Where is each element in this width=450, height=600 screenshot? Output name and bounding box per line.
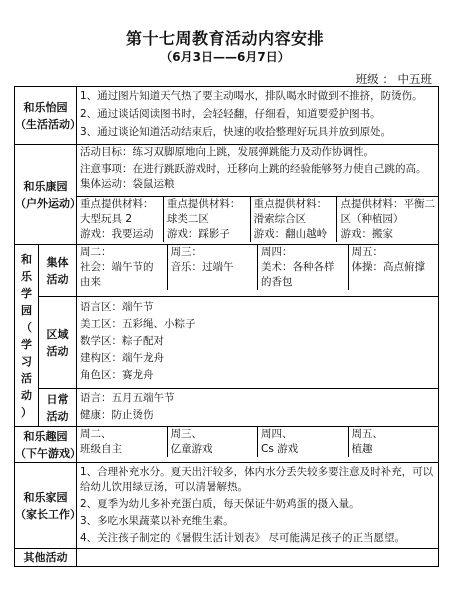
- day-cell: 周二、 班级自主: [80, 428, 122, 455]
- page-title: 第十七周教育活动内容安排: [125, 29, 324, 48]
- learning-label: 和 乐 学 园 （ 学 习 活 动 ）: [15, 245, 39, 427]
- list-item: 美工区：五彩绳、小粽子: [80, 318, 196, 330]
- list-item: 语言：五月五端午节: [80, 392, 175, 404]
- daily-activity-label: 日常 活动: [39, 389, 77, 427]
- list-item: 语言区：端午节: [80, 301, 154, 313]
- area-activity-label: 区域 活动: [39, 297, 77, 389]
- outdoor-materials: [77, 197, 439, 245]
- family-label: 和乐家园 （家长工作）: [15, 463, 77, 549]
- life-row: [15, 87, 439, 145]
- class-label: 班级 ： 中五班: [355, 72, 432, 86]
- games-label: 和乐趣园 （下午游戏）: [15, 427, 77, 463]
- day-cell: 周三、 亿童游戏: [167, 427, 258, 457]
- list-item: 健康：防止烫伤: [80, 409, 154, 421]
- day-cell: 周五、 植趣: [348, 427, 439, 457]
- material-cell: 点提供材料：平衡二 区（种植园） 游戏：搬家: [336, 197, 438, 242]
- material-cell: 重点提供材料： 球类二区 游戏：踩影子: [163, 197, 250, 242]
- group-activity-row: [15, 245, 439, 297]
- list-item: 数学区：粽子配对: [80, 335, 164, 347]
- list-item: 角色区：赛龙舟: [80, 369, 154, 381]
- daily-activity-row: [15, 389, 439, 427]
- date-range: （6月3日——6月7日）: [160, 50, 290, 64]
- day-cell: 周二： 社会：端午节的由来: [80, 246, 154, 288]
- day-cell: 周四、 Cs 游戏: [257, 427, 348, 457]
- material-cell: 重点提供材料： 滑索综合区 游戏：翻山越岭: [250, 197, 337, 242]
- list-item: 1、合理补充水分。夏天出汗较多，体内水分丢失较多要注意及时补充，可以给幼儿饮用绿豆汤，可以清暑解热。: [80, 466, 434, 493]
- outdoor-goal-row: [15, 145, 439, 197]
- group-activity-content: [77, 245, 439, 297]
- list-item: 建构区：端午龙舟: [80, 352, 164, 364]
- life-content: [77, 87, 439, 145]
- other-row: [15, 549, 439, 567]
- games-row: [15, 427, 439, 463]
- list-item: 1、通过图片知道天气热了要主动喝水，排队喝水时做到不推挤，防烫伤。: [80, 90, 423, 102]
- outdoor-goal: 活动目标：练习双脚原地向上跳，发展弹跳能力及动作协调性。 注意事项：在进行跳跃游戏时，迁移向上跳的经验能够努力使自己跳的高。 集体运动：袋鼠运粮: [77, 145, 439, 197]
- day-cell: 周三： 音乐：过端午: [167, 245, 258, 290]
- schedule-table: [14, 86, 439, 567]
- family-row: [15, 463, 439, 549]
- list-item: 2、夏季为幼儿多补充蛋白质，每天保证牛奶鸡蛋的摄入量。: [80, 498, 360, 510]
- area-activity-content: [77, 297, 439, 389]
- outdoor-label: 和乐康园 （户外运动）: [15, 145, 77, 245]
- day-cell: 周四： 美术：各种各样的香包: [257, 245, 348, 290]
- other-label: 其他活动: [15, 549, 77, 567]
- list-item: 2、通过谈话阅读图书时，会轻轻翻，仔细看，知道要爱护图书。: [80, 108, 381, 120]
- area-activity-row: [15, 297, 439, 389]
- family-content: [77, 463, 439, 549]
- list-item: 3、通过谈论知道活动结束后，快速的收拾整理好玩具并放到原处。: [80, 126, 392, 138]
- life-label: 和乐怡园 （生活活动）: [15, 87, 77, 145]
- other-content: [77, 549, 439, 567]
- material-cell: 重点提供材料： 大型玩具 2 游戏：我要运动: [80, 198, 154, 240]
- daily-activity-content: [77, 389, 439, 427]
- group-activity-label: 集体 活动: [39, 245, 77, 297]
- list-item: 4、关注孩子制定的《暑假生活计划表》 尽可能满足孩子的正当愿望。: [80, 532, 406, 544]
- day-cell: 周五： 体操：高点俯撑: [348, 245, 439, 290]
- outdoor-materials-row: [15, 197, 439, 245]
- list-item: 3、多吃水果蔬菜以补充维生素。: [80, 515, 234, 527]
- games-content: [77, 427, 439, 463]
